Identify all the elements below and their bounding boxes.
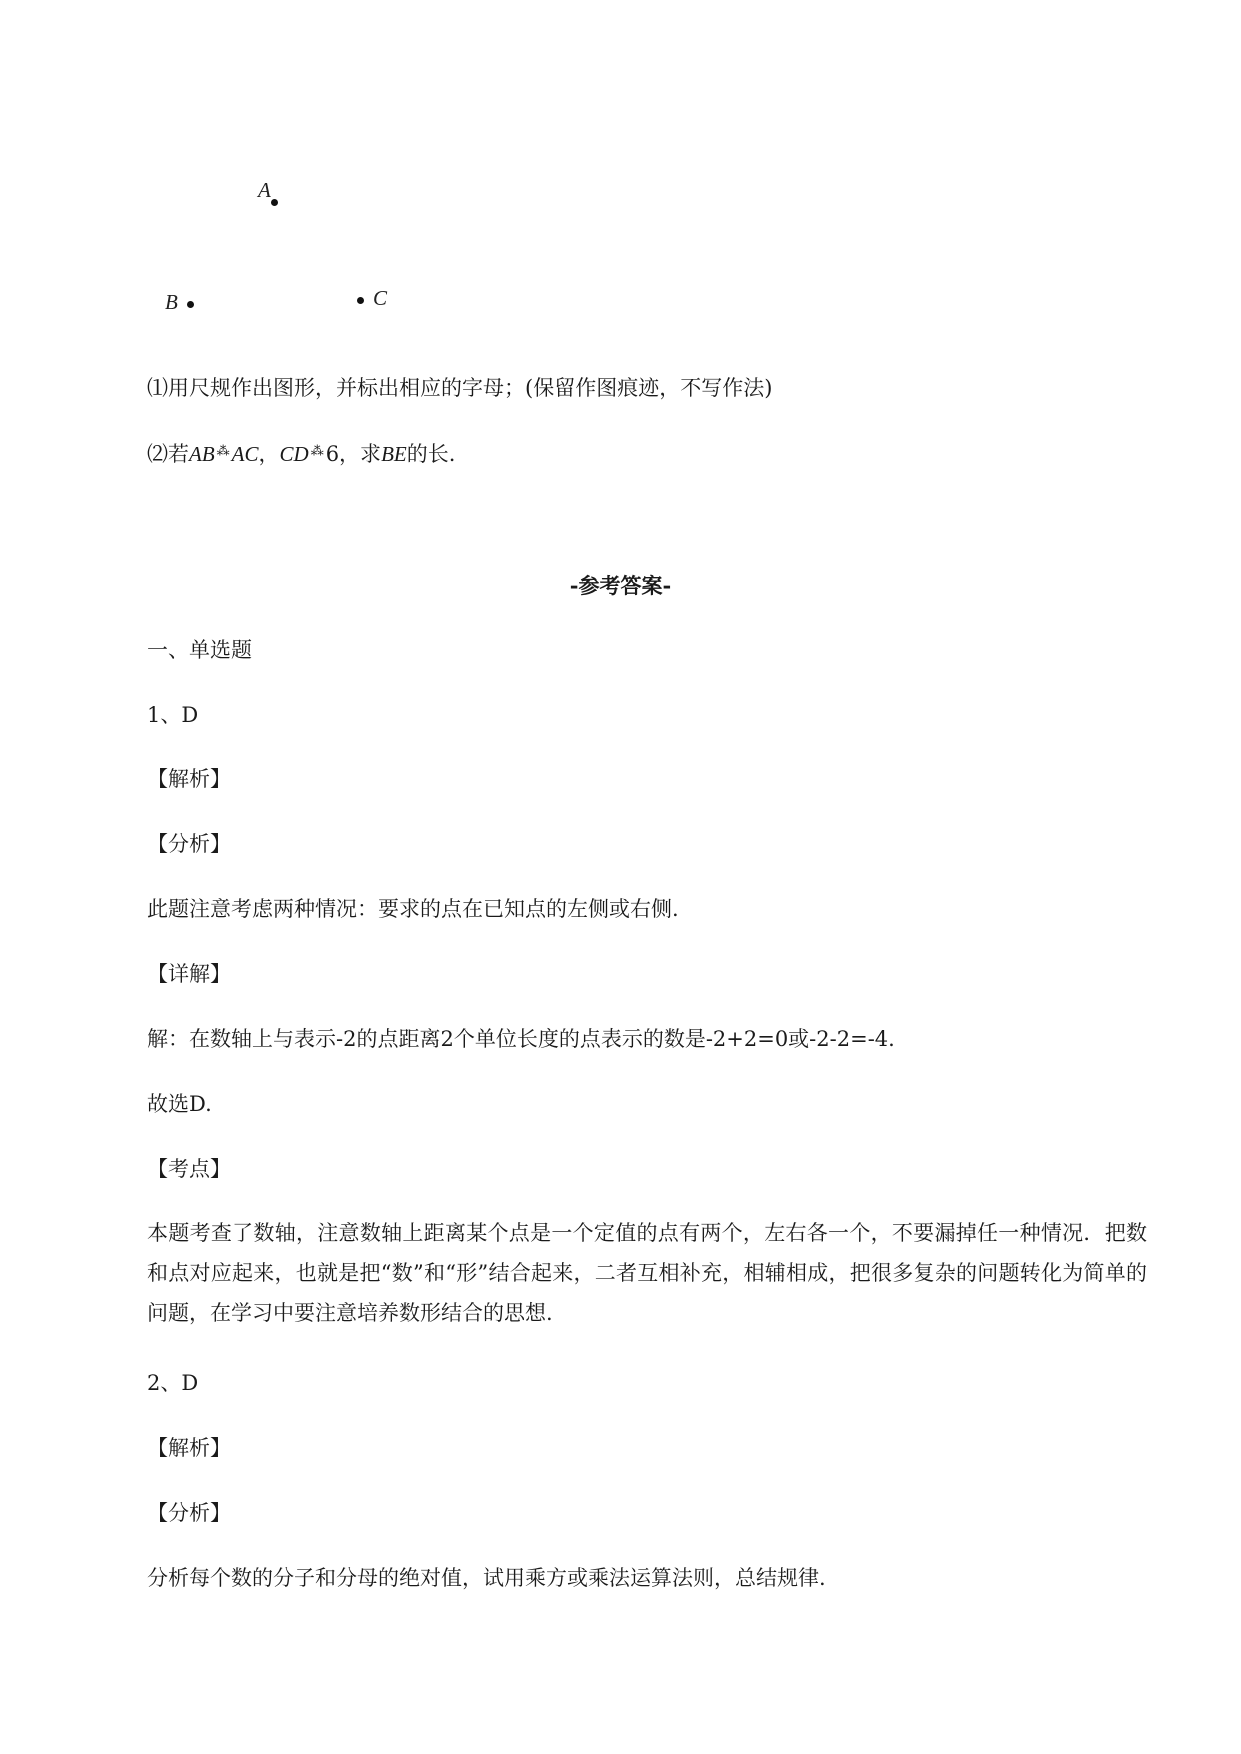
q2-symbol-1: ⁂: [216, 444, 230, 459]
answer-1-kaodian: 【考点】: [147, 1157, 231, 1181]
q2-comma: ，: [258, 442, 280, 466]
question-2: [147, 438, 455, 468]
answer-2-fenxi: 【分析】: [147, 1501, 231, 1525]
point-b-dot: [187, 301, 194, 308]
section-heading: 一、单选题: [147, 638, 252, 662]
q2-ab: AB: [189, 442, 215, 466]
q2-prefix: ⑵若: [147, 442, 189, 466]
answer-1-fenxi-text: 此题注意考虑两种情况：要求的点在已知点的左侧或右侧.: [147, 897, 679, 921]
answer-1-jiexi: 【解析】: [147, 767, 231, 791]
point-a-dot: [271, 199, 278, 206]
answer-1-xiangjie: 【详解】: [147, 962, 231, 986]
answer-1-fenxi: 【分析】: [147, 832, 231, 856]
q2-suffix: 的长.: [406, 442, 456, 466]
answers-title: -参考答案-: [569, 573, 672, 598]
q2-be: BE: [381, 442, 407, 466]
q2-ac: AC: [231, 442, 259, 466]
q2-six: 6，求: [325, 442, 382, 466]
point-c-dot: [357, 297, 364, 304]
point-c-label: C: [373, 286, 388, 310]
answer-1-xiangjie-text: 解：在数轴上与表示-2的点距离2个单位长度的点表示的数是-2+2=0或-2-2=-4.: [147, 1027, 895, 1051]
answer-1-kaodian-text: 本题考查了数轴，注意数轴上距离某个点是一个定值的点有两个，左右各一个，不要漏掉任一种情况．把数和点对应起来，也就是把“数”和“形”结合起来，二者互相补充，相辅相成，把很多复杂的问题转化为简单的问题，在学习中要注意培养数形结合的思想.: [147, 1221, 1147, 1325]
answer-1-number: 1、D: [147, 703, 199, 727]
answer-1-conclusion: 故选D.: [147, 1092, 212, 1116]
question-1: ⑴用尺规作出图形，并标出相应的字母；(保留作图痕迹，不写作法): [147, 376, 773, 400]
point-a-label: A: [258, 178, 271, 202]
point-b-label: B: [165, 290, 178, 314]
answer-2-number: 2、D: [147, 1371, 199, 1395]
answer-2-fenxi-text: 分析每个数的分子和分母的绝对值，试用乘方或乘法运算法则，总结规律.: [147, 1566, 826, 1590]
answer-2-jiexi: 【解析】: [147, 1436, 231, 1460]
q2-cd: CD: [279, 442, 309, 466]
points-figure: [0, 0, 1241, 340]
q2-symbol-2: ⁂: [310, 444, 324, 459]
